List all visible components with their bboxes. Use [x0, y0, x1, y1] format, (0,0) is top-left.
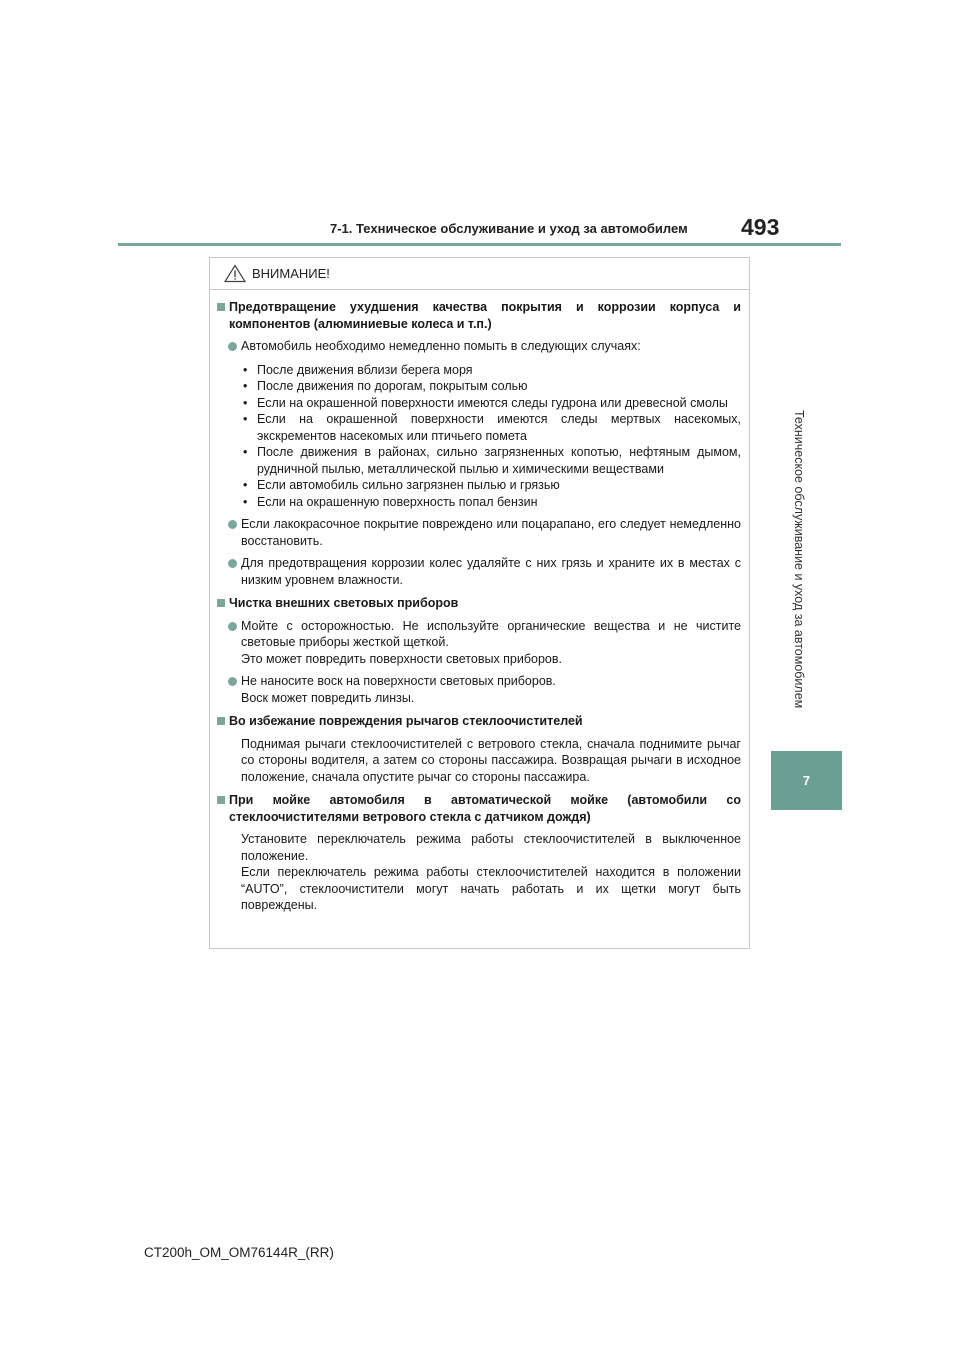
- section-title: Предотвращение ухудшения качества покрытия и коррозии корпуса и компонентов (алюминиевые колеса и т.п.): [217, 299, 741, 332]
- warning-triangle-icon: [224, 264, 246, 283]
- square-bullet-icon: [217, 717, 225, 725]
- list-item: Если лакокрасочное покрытие повреждено или поцарапано, его следует немедленно восстановить.: [217, 516, 741, 549]
- side-tab-label: Техническое обслуживание и уход за автомобилем: [792, 410, 806, 709]
- circle-bullet-icon: [228, 677, 237, 686]
- sub-list-item: • После движения в районах, сильно загрязненных копотью, нефтяным дымом, рудничной пылью, металлической пылью и химическими веществами: [243, 445, 741, 476]
- square-bullet-icon: [217, 796, 225, 804]
- warning-heading: ВНИМАНИЕ!: [252, 266, 330, 281]
- sub-list-item: • Если на окрашенной поверхности имеются следы мертвых насекомых, экскрементов насекомых или птичьего помета: [243, 412, 741, 443]
- circle-bullet-icon: [228, 342, 237, 351]
- circle-bullet-icon: [228, 622, 237, 631]
- section-title: Во избежание повреждения рычагов стеклоочистителей: [217, 713, 741, 730]
- page-number: 493: [741, 214, 780, 240]
- list-item: Мойте с осторожностью. Не используйте органические вещества и не чистите световые приборы жесткой щеткой. Это может повредить поверхности световых приборов.: [217, 618, 741, 668]
- circle-bullet-icon: [228, 520, 237, 529]
- section-title: При мойке автомобиля в автоматической мойке (автомобили со стеклоочистителями ветрового стекла с датчиком дождя): [217, 792, 741, 825]
- paragraph: Поднимая рычаги стеклоочистителей с ветрового стекла, сначала поднимите рычаг со стороны водителя, а затем со стороны пассажира. Возвращая рычаги в исходное положение, сначала опустите рычаг со стороны пассажира.: [241, 736, 741, 784]
- warning-box: [209, 257, 750, 949]
- sub-list-item: • После движения по дорогам, покрытым солью: [243, 379, 528, 393]
- section-title: Чистка внешних световых приборов: [217, 595, 741, 612]
- document-code: CT200h_OM_OM76144R_(RR): [144, 1245, 334, 1260]
- chapter-tab: [771, 751, 842, 810]
- warning-body: [210, 290, 749, 914]
- sub-list-item: • После движения вблизи берега моря: [243, 362, 473, 377]
- square-bullet-icon: [217, 303, 225, 311]
- square-bullet-icon: [217, 599, 225, 607]
- header-divider: [118, 243, 841, 246]
- circle-bullet-icon: [228, 559, 237, 568]
- chapter-number: 7: [802, 773, 811, 788]
- sub-list: [217, 362, 741, 511]
- header-section-title: 7-1. Техническое обслуживание и уход за автомобилем: [330, 221, 688, 236]
- list-item: Не наносите воск на поверхности световых приборов. Воск может повредить линзы.: [217, 673, 741, 706]
- paragraph: Установите переключатель режима работы стеклоочистителей в выключенное положение. Если переключатель режима работы стеклоочистителей находится в положении “AUTO”, стеклоочистители могут начать работать и их щетки могут быть повреждены.: [241, 832, 741, 912]
- list-item: Для предотвращения коррозии колес удаляйте с них грязь и храните их в местах с низким уровнем влажности.: [217, 555, 741, 588]
- list-item: Автомобиль необходимо немедленно помыть в следующих случаях:: [217, 338, 741, 355]
- warning-header: [210, 258, 749, 290]
- sub-list-item: • Если на окрашенной поверхности имеются следы гудрона или древесной смолы: [243, 395, 728, 410]
- sub-list-item: • Если на окрашенную поверхность попал бензин: [243, 494, 538, 509]
- sub-list-item: • Если автомобиль сильно загрязнен пылью и грязью: [243, 478, 560, 492]
